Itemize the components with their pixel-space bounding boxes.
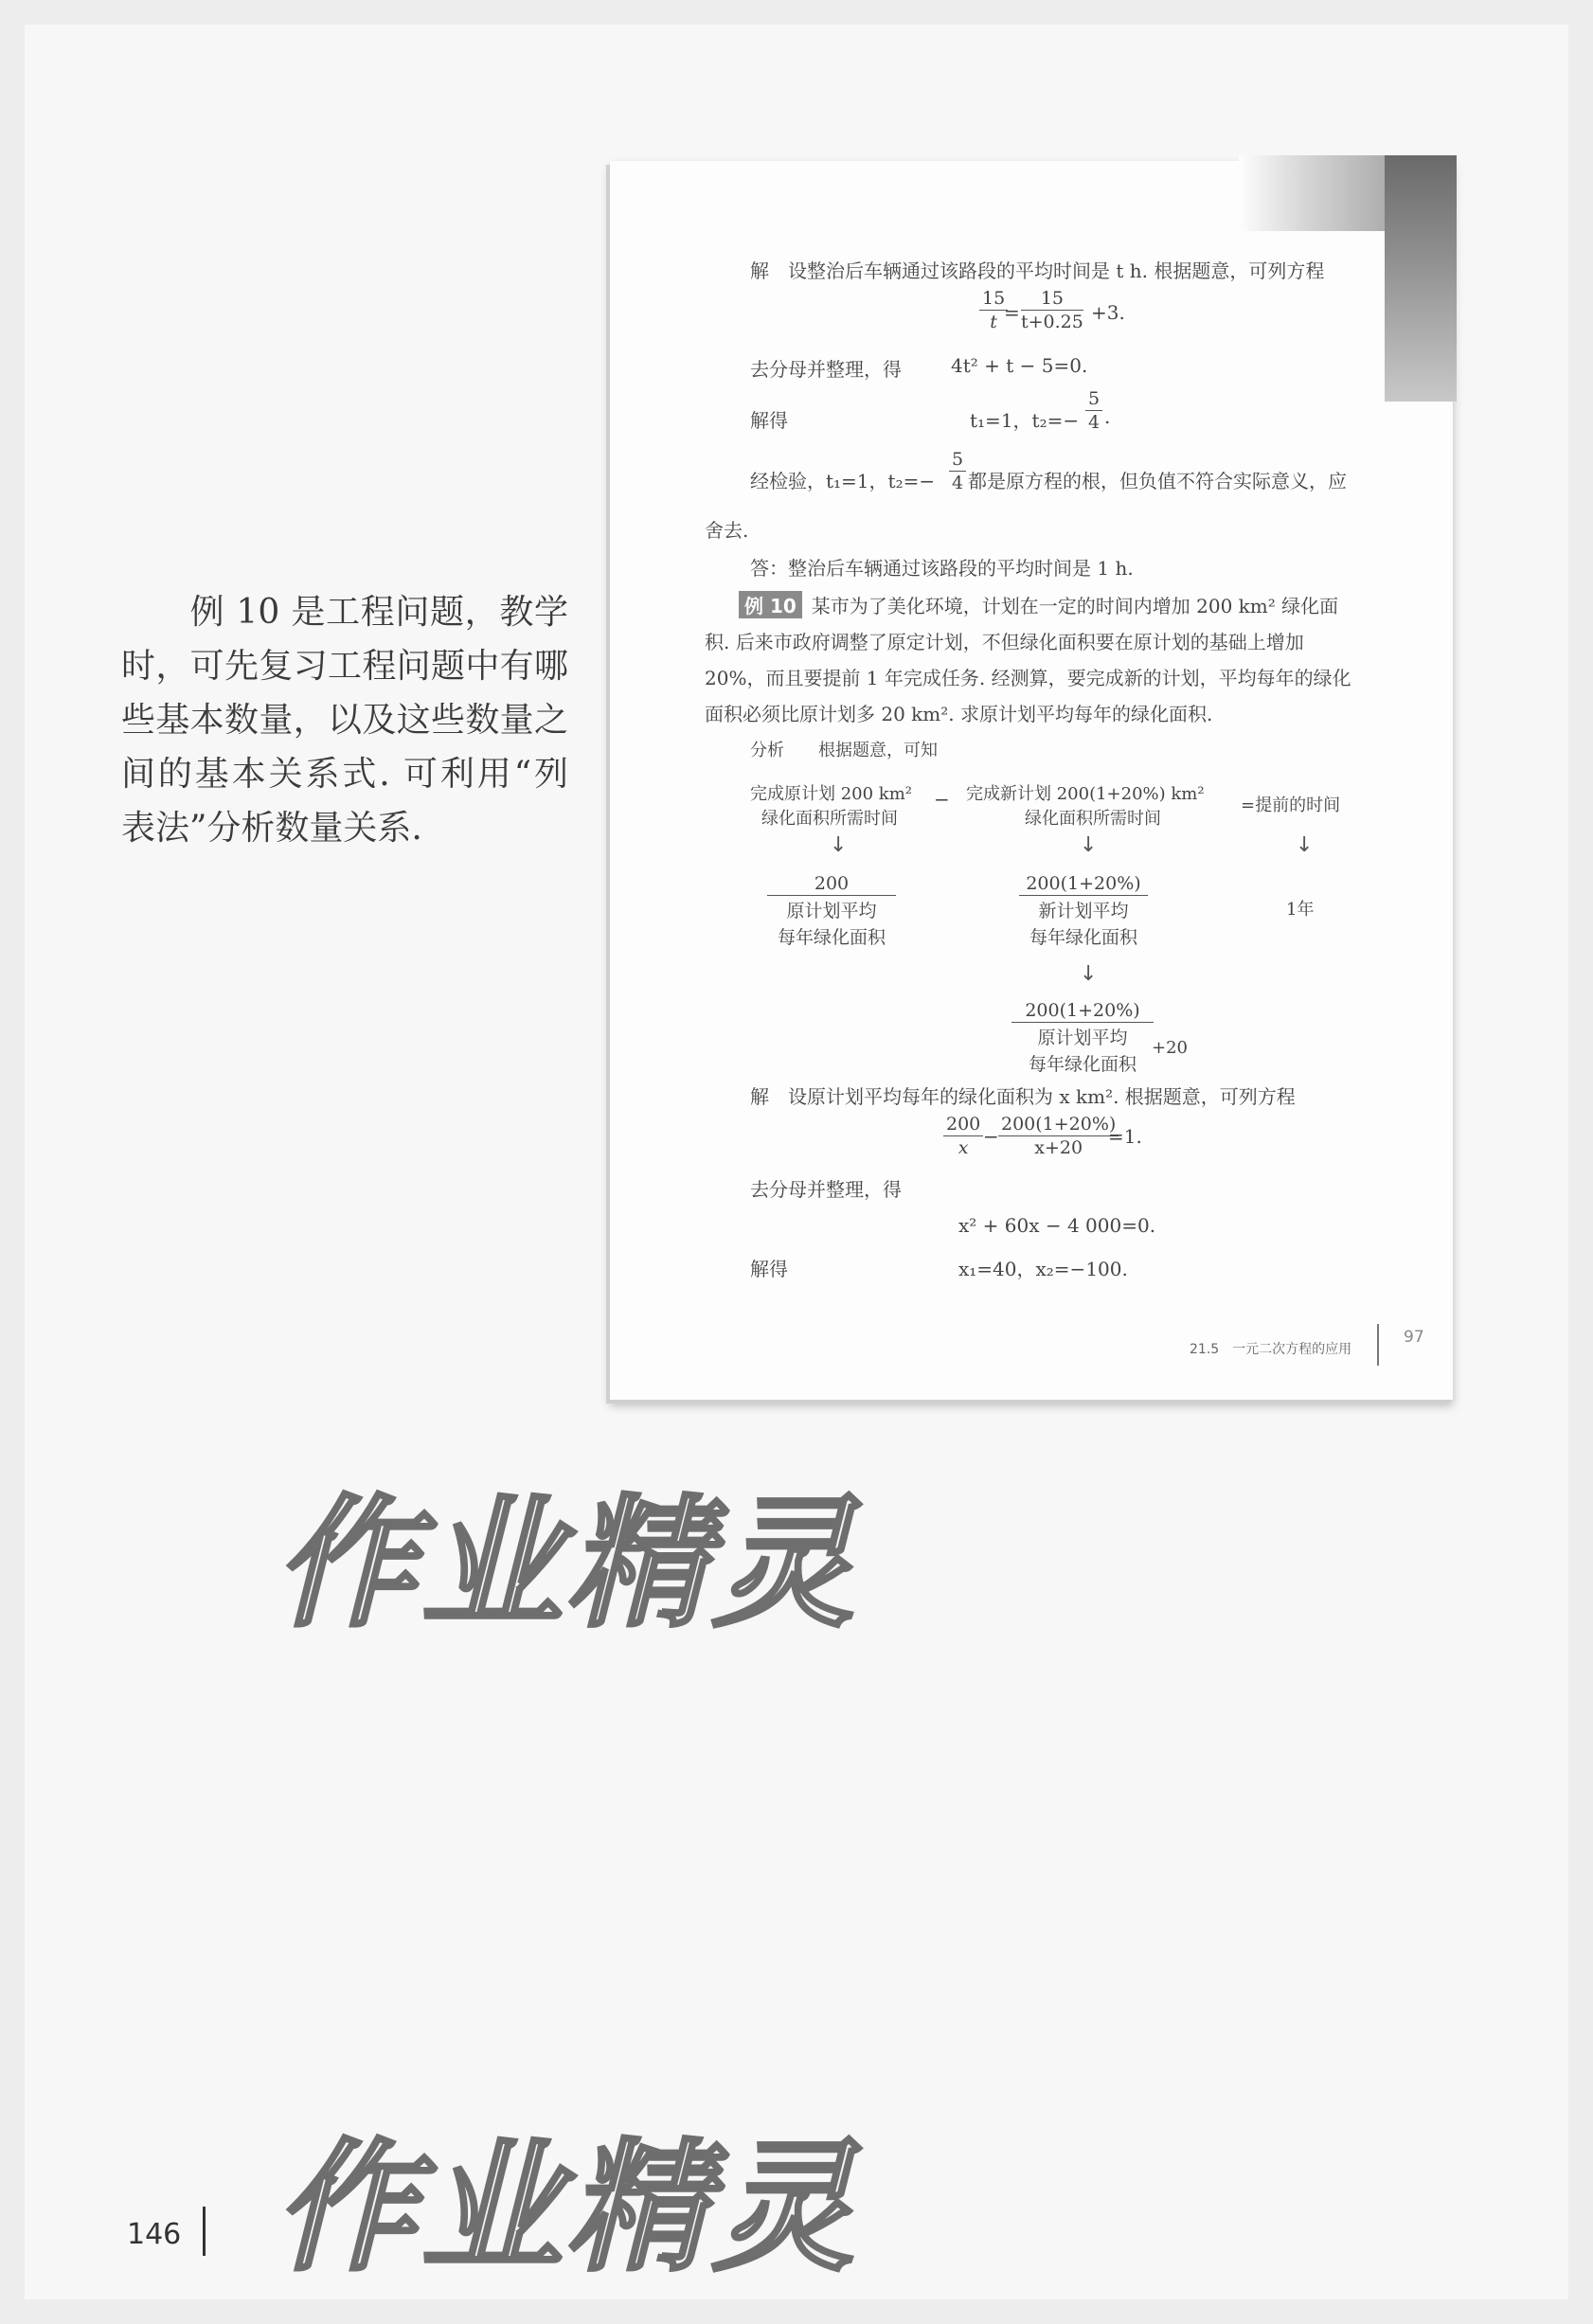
analysis-cell: 完成新计划 200(1+20%) km² bbox=[966, 784, 1205, 804]
step-label: 去分母并整理，得 bbox=[750, 358, 902, 381]
watermark: 作业精灵 bbox=[275, 2126, 859, 2291]
analysis-cell: =提前的时间 bbox=[1241, 796, 1341, 815]
example-line: 面积必须比原计划多 20 km². 求原计划平均每年的绿化面积. bbox=[705, 703, 1213, 725]
fraction: $\frac{5}{4}$ bbox=[1085, 388, 1102, 433]
step-label: 去分母并整理，得 bbox=[750, 1178, 902, 1201]
analysis-line: 分析 根据题意，可知 bbox=[750, 741, 938, 760]
watermark: 作业精灵 bbox=[275, 1482, 859, 1647]
arrow-down-icon: ↓ bbox=[830, 833, 848, 857]
answer-line: 答：整治后车辆通过该路段的平均时间是 1 h. bbox=[750, 557, 1134, 580]
analysis-cell: 完成原计划 200 km² bbox=[750, 784, 912, 804]
analysis-fraction: 200 原计划平均 每年绿化面积 bbox=[767, 873, 896, 949]
teaching-note-text: 例 10 是工程问题，教学时，可先复习工程问题中有哪些基本数量，以及这些数量之间的基本关系式. 可利用“列表法”分析数量关系. bbox=[121, 593, 568, 848]
step-equation: x₁=40，x₂=−100. bbox=[958, 1258, 1128, 1280]
fraction: $\frac{5}{4}$ bbox=[949, 449, 966, 493]
analysis-cell: 绿化面积所需时间 bbox=[1025, 809, 1161, 829]
page-number-divider bbox=[203, 2207, 206, 2256]
eq-tail: +3. bbox=[1091, 301, 1125, 324]
inset-page-number: 97 bbox=[1404, 1328, 1424, 1347]
arrow-down-icon: ↓ bbox=[1080, 833, 1098, 857]
check-line: 舍去. bbox=[705, 519, 749, 542]
arrow-down-icon: ↓ bbox=[1296, 833, 1314, 857]
corner-decoration-side bbox=[1385, 155, 1457, 402]
solution2-line: 解 设原计划平均每年的绿化面积为 x km². 根据题意，可列方程 bbox=[750, 1085, 1296, 1108]
minus: − bbox=[934, 788, 950, 811]
step-equation: 4t² + t − 5=0. bbox=[951, 354, 1088, 377]
step-label: 解得 bbox=[750, 409, 788, 432]
check-line: 都是原方程的根，但负值不符合实际意义，应 bbox=[968, 470, 1347, 492]
equals: = bbox=[1004, 301, 1020, 324]
analysis-fraction: 200(1+20%) 原计划平均 每年绿化面积 bbox=[1011, 1000, 1154, 1076]
check-line: 经检验，t₁=1，t₂=− bbox=[750, 470, 936, 492]
fraction: $\frac{200(1+20\%)}{x+20}$ bbox=[998, 1114, 1119, 1158]
example-line: 积. 后来市政府调整了原定计划，不但绿化面积要在原计划的基础上增加 bbox=[705, 631, 1304, 653]
example-line: 例 10 某市为了美化环境，计划在一定的时间内增加 200 km² 绿化面 bbox=[739, 591, 1338, 618]
teaching-note bbox=[121, 585, 568, 855]
step-equation: x² + 60x − 4 000=0. bbox=[958, 1214, 1156, 1237]
textbook-inset: 解 设整治后车辆通过该路段的平均时间是 t h. 根据题意，可列方程 $\frac{15}{t}$ = $\frac{15}{t+0.25}$ +3. 去分母并整理，得 4t² + t − 5=0. 解得 t₁=1，t₂=− $\frac{5}{4}$ . 经检验，t₁=1，t₂=− $\frac{5}{4}$ 都是原方程的根，但负值不符合实际意义，应 舍去. 答：整治后车辆通过该路段的平均时间是 1 h. 例 10 某市为了美化环境，计划在一定的时间内增加 200 km² 绿化面 积. 后来市政府调整了原定计划，不但绿化面积要在原计划的基础上增加 20%，而且要提前 1 年完成任务. 经测算，要完成新的计划，平均每年的绿化 面积必须比原计划多 20 km². 求原计划平均每年的绿化面积. 分析 根据题意，可知 完成原计划 200 km² 绿化面积所需时间 − 完成新计划 200(1+20%) km² 绿化面积所需时间 =提前的时间 ↓ ↓ ↓ 200 原计划平均 每年绿化面积 200(1+20%) 新计划平均 每年绿化面积 1年 ↓ 200(1+20%) 原计划平均 每年绿化面积 +20 解 设原计划平均每年的绿化面积为 x km². 根据题意，可列方程 $\frac{200}{x}$ − $\frac{200(1+20\%)}{x+20}$ =1. 去分母并整理，得 x² + 60x − 4 000=0. 解得 x₁=40，x₂=−100. 21.5 一元二次方程的应用 97 bbox=[610, 161, 1453, 1400]
step-equation: t₁=1，t₂=− bbox=[970, 409, 1080, 432]
analysis-fraction: 200(1+20%) 新计划平均 每年绿化面积 bbox=[1019, 873, 1148, 949]
section-footer: 21.5 一元二次方程的应用 bbox=[1190, 1342, 1352, 1357]
arrow-down-icon: ↓ bbox=[1080, 962, 1098, 986]
example-line: 20%，而且要提前 1 年完成任务. 经测算，要完成新的计划，平均每年的绿化 bbox=[705, 667, 1351, 689]
fraction: $\frac{15}{t+0.25}$ bbox=[1021, 288, 1083, 332]
analysis-cell: 1年 bbox=[1286, 900, 1315, 920]
step-label: 解得 bbox=[750, 1258, 788, 1280]
fraction: $\frac{15}{t}$ bbox=[979, 288, 1008, 332]
fraction: $\frac{200}{x}$ bbox=[943, 1114, 983, 1158]
analysis-cell: 绿化面积所需时间 bbox=[761, 809, 898, 829]
solution1-line: 解 设整治后车辆通过该路段的平均时间是 t h. 根据题意，可列方程 bbox=[750, 259, 1325, 282]
page-number: 146 bbox=[127, 2218, 182, 2251]
example-badge: 例 10 bbox=[739, 591, 802, 618]
